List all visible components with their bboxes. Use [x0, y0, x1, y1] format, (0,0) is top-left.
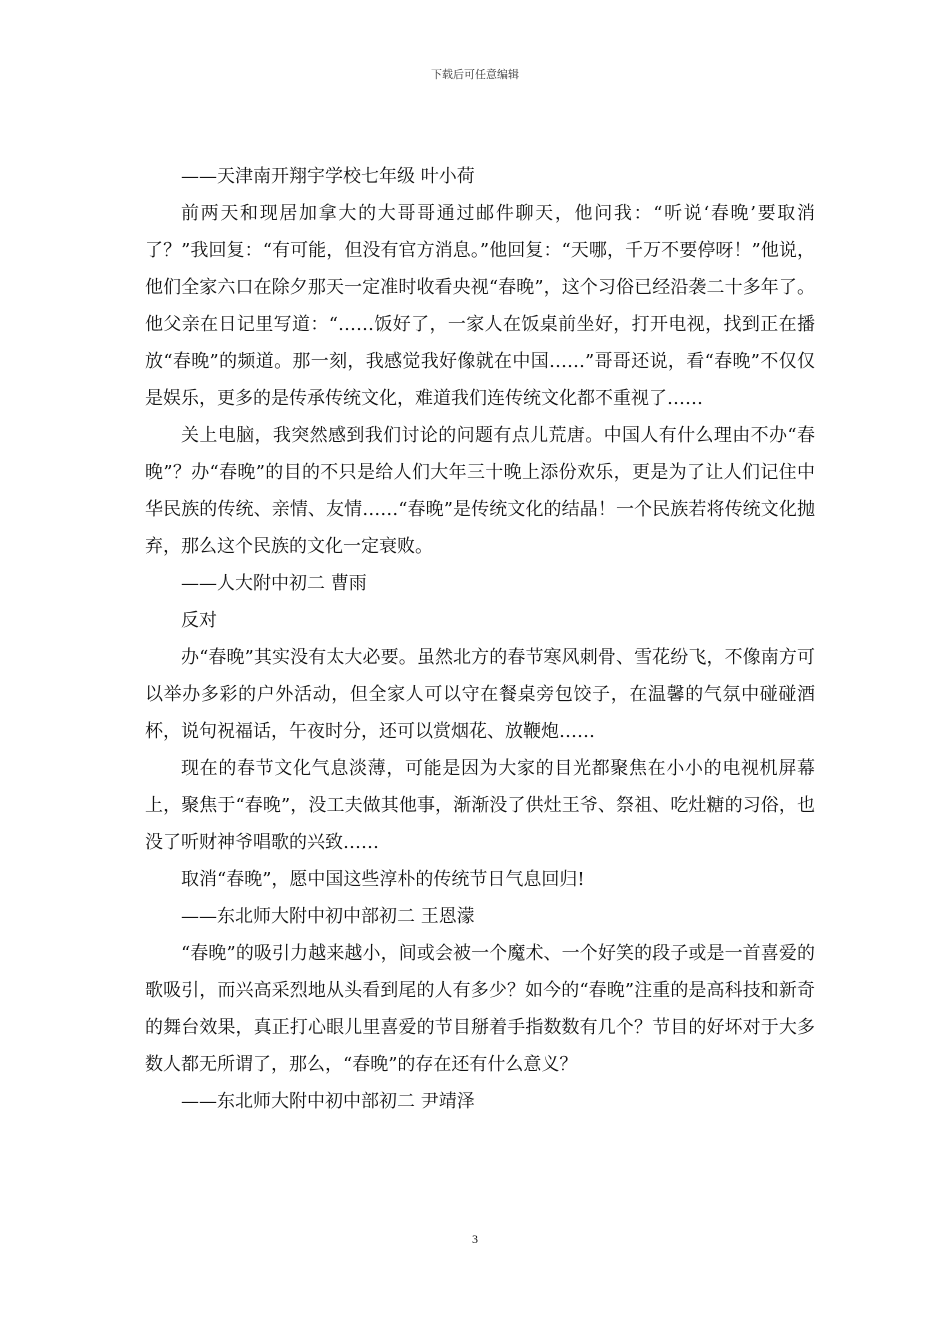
byline: ——人大附中初二 曹雨 [181, 573, 367, 594]
byline: ——东北师大附中初中部初二 尹靖泽 [181, 1091, 475, 1112]
body-paragraph: 前两天和现居加拿大的大哥哥通过邮件聊天，他问我：“听说‘春晚’要取消了？”我回复：“有可能，但没有官方消息。”他回复：“天哪，千万不要停呀！”他说，他们全家六口在除夕那天一定准时收看央视“春晚”，这个习俗已经沿袭二十多年了。他父亲在日记里写道：“……饭好了，一家人在饭桌前坐好，打开电视，找到正在播放“春晚”的频道。那一刻，我感觉我好像就在中国……”哥哥还说，看“春晚”不仅仅是娱乐，更多的是传承传统文化，难道我们连传统文化都不重视了…… [145, 203, 815, 409]
byline: ——天津南开翔宇学校七年级 叶小荷 [181, 166, 475, 187]
section-heading: 反对 [181, 610, 217, 631]
body-paragraph: 现在的春节文化气息淡薄，可能是因为大家的目光都聚焦在小小的电视机屏幕上，聚焦于“春晚”，没工夫做其他事，渐渐没了供灶王爷、祭祖、吃灶糖的习俗，也没了听财神爷唱歌的兴致…… [145, 758, 815, 853]
page-header-note: 下载后可任意编辑 [431, 68, 519, 81]
body-paragraph: 办“春晚”其实没有太大必要。虽然北方的春节寒风刺骨、雪花纷飞，不像南方可以举办多彩的户外活动，但全家人可以守在餐桌旁包饺子，在温馨的气氛中碰碰酒杯，说句祝福话，午夜时分，还可以赏烟花、放鞭炮…… [145, 647, 815, 742]
body-paragraph: 关上电脑，我突然感到我们讨论的问题有点儿荒唐。中国人有什么理由不办“春晚”？办“春晚”的目的不只是给人们大年三十晚上添份欢乐，更是为了让人们记住中华民族的传统、亲情、友情……“春晚”是传统文化的结晶！一个民族若将传统文化抛弃，那么这个民族的文化一定衰败。 [145, 425, 815, 557]
document-body [145, 158, 815, 1120]
body-paragraph: “春晚”的吸引力越来越小，间或会被一个魔术、一个好笑的段子或是一首喜爱的歌吸引，而兴高采烈地从头看到尾的人有多少？如今的“春晚”注重的是高科技和新奇的舞台效果，真正打心眼儿里喜爱的节目掰着手指数数有几个？节目的好坏对于大多数人都无所谓了，那么，“春晚”的存在还有什么意义？ [145, 943, 815, 1075]
body-paragraph: 取消“春晚”，愿中国这些淳朴的传统节日气息回归! [181, 869, 585, 890]
page-number: 3 [472, 1232, 478, 1246]
byline: ——东北师大附中初中部初二 王恩濛 [181, 906, 475, 927]
